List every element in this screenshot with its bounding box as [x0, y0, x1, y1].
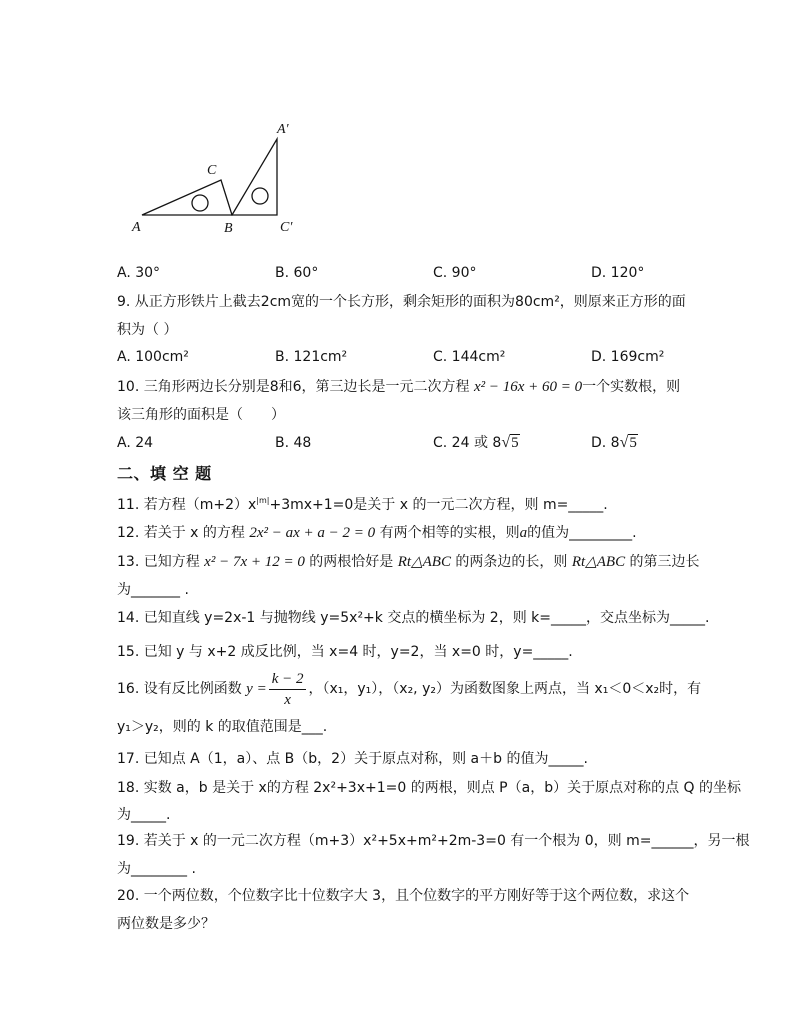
- q12-text-middle: 有两个相等的实根，则: [375, 525, 520, 541]
- triangle-a-prime-b-c-prime: [232, 139, 277, 215]
- q8-option-a: A. 30°: [117, 265, 161, 281]
- q9-line-2: 积为（ ）: [117, 322, 178, 338]
- q10-equation: x² − 16x + 60 = 0: [473, 379, 583, 395]
- q12-variable: a: [519, 525, 528, 541]
- q13-text-middle-2: 的两条边的长，则: [450, 554, 572, 570]
- q8-option-d: D. 120°: [591, 265, 645, 281]
- q10-option-c-text: C. 24 或 8: [433, 435, 502, 451]
- q17-line: 17. 已知点 A（1，a）、点 B（b，2）关于原点对称，则 a＋b 的值为_____.: [117, 751, 588, 767]
- q9-option-c: C. 144cm²: [433, 349, 506, 365]
- label-c: C: [207, 163, 217, 178]
- q18-line-2: 为_____.: [117, 807, 171, 823]
- q19-line-2: 为________ .: [117, 861, 196, 877]
- q14-line: 14. 已知直线 y=2x-1 与抛物线 y=5x²+k 交点的横坐标为 2，则 k=_____，交点坐标为_____.: [117, 610, 710, 626]
- q13-text-middle: 的两根恰好是: [304, 554, 398, 570]
- q16-line-1: [117, 669, 701, 709]
- q15-line: 15. 已知 y 与 x+2 成反比例，当 x=4 时，y=2，当 x=0 时，y=_____.: [117, 644, 573, 660]
- q9-options: [117, 347, 677, 367]
- sqrt-sign: √: [619, 434, 629, 451]
- q13-triangle: Rt△ABC: [397, 554, 451, 570]
- q13-triangle: Rt△ABC: [571, 554, 626, 570]
- label-b: B: [224, 221, 233, 236]
- q10-text-start: 10. 三角形两边长分别是8和6，第三边长是一元二次方程: [117, 379, 474, 395]
- q12-equation: 2x² − ax + a − 2 = 0: [249, 525, 376, 541]
- q16-text-start: 16. 设有反比例函数: [117, 681, 247, 697]
- q8-options: [117, 263, 677, 283]
- q13-equation: x² − 7x + 12 = 0: [204, 554, 305, 570]
- q13-text-start: 13. 已知方程: [117, 554, 205, 570]
- q10-option-b: B. 48: [275, 435, 312, 451]
- q12-text-end: 的值为_________.: [527, 525, 637, 541]
- fraction-denominator: x: [284, 691, 291, 708]
- q20-line-1: 20. 一个两位数，个位数字比十位数字大 3，且个位数字的平方刚好等于这个两位数，求这个: [117, 888, 690, 904]
- q10-line-2: 该三角形的面积是（ ）: [117, 407, 285, 423]
- q10-option-a: A. 24: [117, 435, 154, 451]
- q12-text-start: 12. 若关于 x 的方程: [117, 525, 250, 541]
- q11-text-start: 11. 若方程（m+2）x: [117, 497, 257, 513]
- sqrt-sign: √: [501, 434, 511, 451]
- triangle-rotation-figure: [0, 0, 340, 245]
- q9-option-b: B. 121cm²: [275, 349, 348, 365]
- fraction-numerator: k − 2: [269, 670, 307, 690]
- label-a-prime: A′: [277, 122, 289, 137]
- q16-line-2: y₁＞y₂，则的 k 的取值范围是___.: [117, 719, 328, 735]
- q9-option-d: D. 169cm²: [591, 349, 665, 365]
- triangle-a-prime-circle: [252, 188, 268, 204]
- label-c-prime: C′: [280, 220, 293, 235]
- triangle-abc-circle: [192, 195, 208, 211]
- q19-line-1: 19. 若关于 x 的一元二次方程（m+3）x²+5x+m²+2m-3=0 有一个根为 0，则 m=______，另一根: [117, 833, 750, 849]
- sqrt-radicand: 5: [511, 435, 519, 451]
- q20-line-2: 两位数是多少？: [117, 916, 215, 932]
- q11-exponent: |m|: [256, 496, 270, 505]
- q10-options: [117, 433, 677, 453]
- q11-text-end: +3mx+1=0是关于 x 的一元二次方程，则 m=_____.: [269, 497, 608, 513]
- section-heading: 二、填 空 题: [117, 464, 212, 483]
- q16-text-end: ，（x₁，y₁），（x₂, y₂）为函数图象上两点，当 x₁＜0＜x₂时，有: [308, 681, 702, 697]
- label-a: A: [132, 220, 141, 235]
- q10-text-end: 一个实数根，则: [582, 379, 681, 395]
- sqrt-radicand: 5: [629, 435, 637, 451]
- q10-line-1: [117, 377, 680, 397]
- q16-fraction: [269, 670, 307, 709]
- q9-option-a: A. 100cm²: [117, 349, 189, 365]
- q10-option-d: [591, 433, 638, 453]
- q13-line-2: 为_______ .: [117, 582, 189, 598]
- q18-line-1: 18. 实数 a，b 是关于 x的方程 2x²+3x+1=0 的两根，则点 P（a，b）关于原点对称的点 Q 的坐标: [117, 780, 741, 796]
- q11-line: [117, 495, 608, 515]
- q10-option-c: [433, 433, 520, 453]
- triangle-abc: [142, 180, 232, 215]
- q13-line-1: [117, 552, 700, 572]
- q9-line-1: 9. 从正方形铁片上截去2cm宽的一个长方形，剩余矩形的面积为80cm²，则原来正方形的面: [117, 294, 686, 310]
- q8-option-c: C. 90°: [433, 265, 477, 281]
- q12-line: [117, 523, 637, 543]
- q13-text-end: 的第三边长: [625, 554, 700, 570]
- q10-option-d-text: D. 8: [591, 435, 620, 451]
- q16-y-equals: y =: [246, 681, 267, 697]
- q8-option-b: B. 60°: [275, 265, 319, 281]
